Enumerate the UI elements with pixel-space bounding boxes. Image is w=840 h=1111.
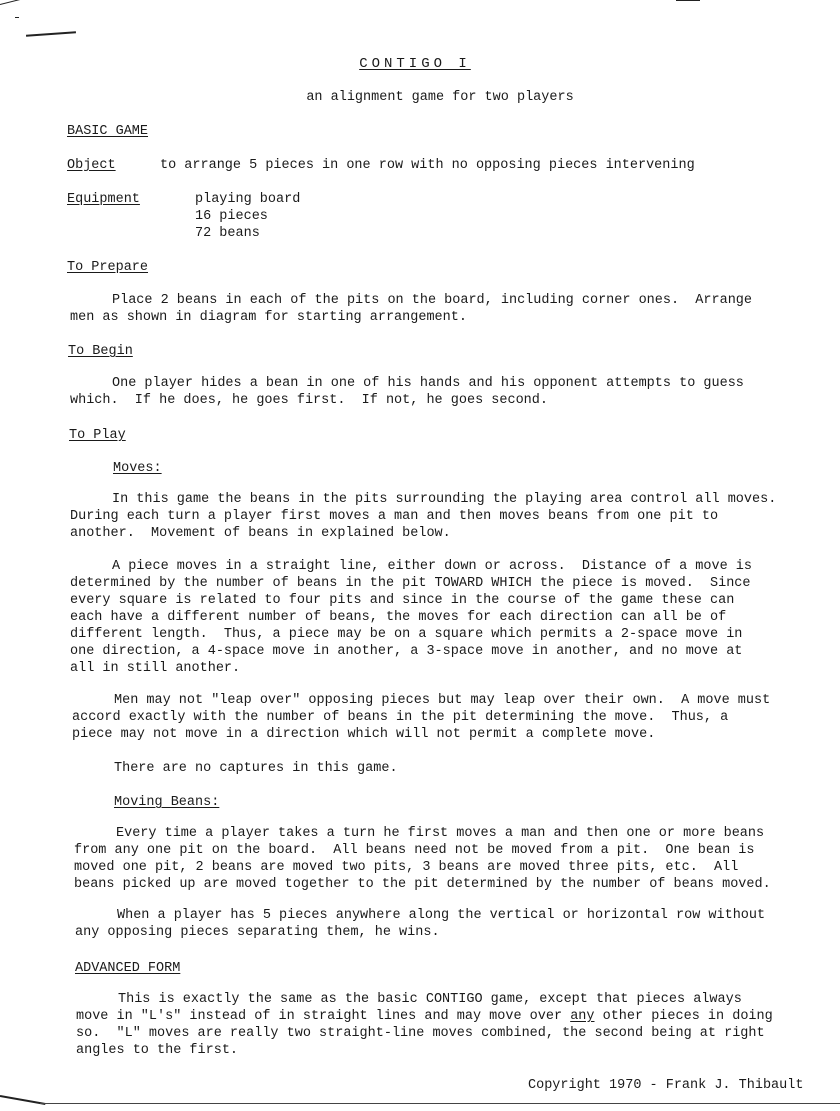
play-p2-line: each have a different number of beans, the moves for each direction can all be of xyxy=(70,610,727,625)
scan-mark-top-left xyxy=(0,0,21,5)
object-text: to arrange 5 pieces in one row with no opposing pieces intervening xyxy=(160,158,695,173)
begin-heading: To Begin xyxy=(68,344,133,359)
page-subtitle: an alignment game for two players xyxy=(306,90,574,105)
scan-mark-bottom-left xyxy=(0,1095,45,1105)
advanced-line-part: move in "L's" instead of in straight lines and may move over xyxy=(76,1009,571,1024)
advanced-line: This is exactly the same as the basic CONTIGO game, except that pieces always xyxy=(118,992,742,1007)
play-p2-line: every square is related to four pits and since in the course of the game these can xyxy=(70,593,735,608)
advanced-any-emphasis: any xyxy=(570,1009,595,1024)
equipment-item: 72 beans xyxy=(195,226,260,241)
play-p5-line: moved one pit, 2 beans are moved two pits, 3 beans are moved three pits, etc. All xyxy=(74,860,739,875)
advanced-heading: ADVANCED FORM xyxy=(75,961,181,976)
play-p2-line: determined by the number of beans in the pit TOWARD WHICH the piece is moved. Since xyxy=(70,576,751,591)
play-p6-line: any opposing pieces separating them, he wins. xyxy=(75,925,440,940)
play-p3-line: Men may not "leap over" opposing pieces but may leap over their own. A move must xyxy=(114,693,771,708)
moving-beans-heading: Moving Beans: xyxy=(114,795,220,810)
play-p5-line: Every time a player takes a turn he first moves a man and then one or more beans xyxy=(116,826,765,841)
play-p2-line: all in still another. xyxy=(70,661,241,676)
begin-line: which. If he does, he goes first. If not, he goes second. xyxy=(70,393,548,408)
advanced-line-part: other pieces in doing xyxy=(594,1009,773,1024)
object-label: Object xyxy=(67,158,116,173)
scan-mark-pen-stroke xyxy=(26,31,76,36)
equipment-label: Equipment xyxy=(67,192,140,207)
scan-mark-top-right xyxy=(676,0,700,1)
play-p1-line: In this game the beans in the pits surrounding the playing area control all moves. xyxy=(112,492,777,507)
advanced-line: so. "L" moves are really two straight-line moves combined, the second being at right xyxy=(76,1026,765,1041)
play-heading: To Play xyxy=(69,428,126,443)
play-p2-line: different length. Thus, a piece may be on a square which permits a 2-space move in xyxy=(70,627,743,642)
play-p4-line: There are no captures in this game. xyxy=(114,761,398,776)
equipment-item: 16 pieces xyxy=(195,209,268,224)
play-p1-line: another. Movement of beans in explained below. xyxy=(70,526,451,541)
play-p6-line: When a player has 5 pieces anywhere along the vertical or horizontal row without xyxy=(117,908,766,923)
scan-mark-dash xyxy=(15,17,19,18)
play-p2-line: A piece moves in a straight line, either down or across. Distance of a move is xyxy=(112,559,753,574)
play-p5-line: beans picked up are moved together to the pit determined by the number of beans moved. xyxy=(74,877,771,892)
page-title: CONTIGO I xyxy=(359,56,471,72)
moves-heading: Moves: xyxy=(113,461,162,476)
copyright-notice: Copyright 1970 - Frank J. Thibault xyxy=(528,1078,804,1093)
begin-line: One player hides a bean in one of his hands and his opponent attempts to guess xyxy=(112,376,744,391)
scan-mark-bottom-line xyxy=(40,1103,840,1104)
play-p1-line: During each turn a player first moves a man and then moves beans from one pit to xyxy=(70,509,719,524)
advanced-line: angles to the first. xyxy=(76,1043,239,1058)
basic-game-heading: BASIC GAME xyxy=(67,124,149,139)
advanced-line xyxy=(76,1008,773,1025)
equipment-item: playing board xyxy=(195,192,301,207)
prepare-line: Place 2 beans in each of the pits on the board, including corner ones. Arrange xyxy=(112,293,753,308)
prepare-line: men as shown in diagram for starting arrangement. xyxy=(70,310,467,325)
prepare-heading: To Prepare xyxy=(67,260,149,275)
play-p3-line: piece may not move in a direction which will not permit a complete move. xyxy=(72,727,656,742)
play-p3-line: accord exactly with the number of beans in the pit determining the move. Thus, a xyxy=(72,710,729,725)
play-p2-line: one direction, a 4-space move in another, a 3-space move in another, and no move at xyxy=(70,644,743,659)
play-p5-line: from any one pit on the board. All beans need not be moved from a pit. One bean is xyxy=(74,843,755,858)
